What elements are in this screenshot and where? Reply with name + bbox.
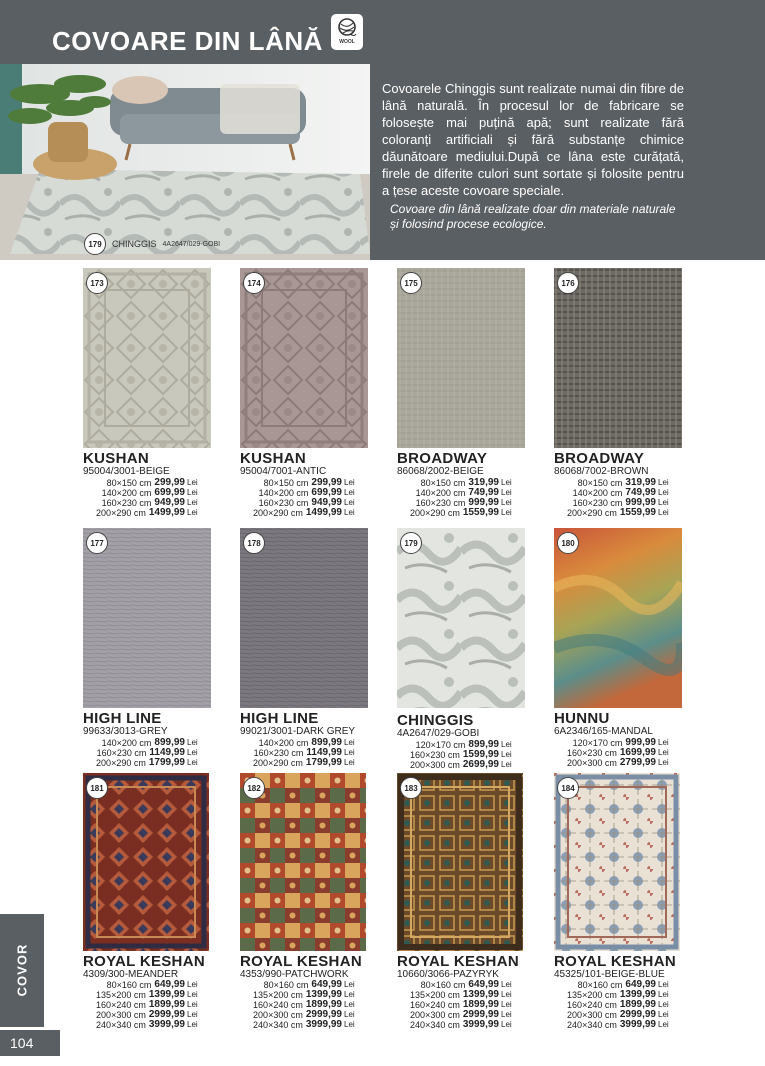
price-row: 160×230 cm 949,99 Lei	[258, 497, 355, 508]
price-row: 135×200 cm 1399,99 Lei	[410, 989, 512, 1000]
product-number-badge: 173	[86, 272, 108, 294]
product-code: 86068/2002-BEIGE	[397, 466, 484, 477]
price-row: 140×200 cm 749,99 Lei	[415, 487, 512, 498]
rug-image	[397, 528, 525, 708]
price-row: 80×160 cm 649,99 Lei	[263, 979, 355, 990]
section-side-tab	[0, 914, 44, 1027]
price-row: 160×230 cm 1149,99 Lei	[96, 747, 198, 758]
product-code: 6A2346/165-MANDAL	[554, 726, 653, 737]
page-number: 104	[0, 1030, 60, 1056]
product-number-badge: 176	[557, 272, 579, 294]
price-list	[240, 738, 358, 768]
product-code: 10660/3066-PAZYRYK	[397, 969, 499, 980]
wool-ball-icon	[336, 17, 358, 39]
price-row: 200×290 cm 1559,99 Lei	[567, 507, 669, 518]
product-number-badge: 178	[243, 532, 265, 554]
product-name: HIGH LINE	[83, 710, 162, 727]
product-code: 4309/300-MEANDER	[83, 969, 179, 980]
price-row: 135×200 cm 1399,99 Lei	[567, 989, 669, 1000]
price-row: 160×230 cm 1599,99 Lei	[410, 749, 512, 760]
product-name: BROADWAY	[397, 450, 488, 467]
product-number-badge: 183	[400, 777, 422, 799]
price-row: 240×340 cm 3999,99 Lei	[567, 1019, 669, 1030]
hero-room-photo	[0, 64, 370, 260]
rug-image	[397, 268, 525, 448]
price-row: 140×200 cm 699,99 Lei	[258, 487, 355, 498]
price-row: 80×160 cm 649,99 Lei	[577, 979, 669, 990]
rug-image	[554, 268, 682, 448]
price-row: 160×230 cm 1699,99 Lei	[567, 747, 669, 758]
product-name: HIGH LINE	[240, 710, 319, 727]
price-row: 200×290 cm 1499,99 Lei	[253, 507, 355, 518]
price-row: 200×290 cm 1499,99 Lei	[96, 507, 198, 518]
price-row: 200×290 cm 1799,99 Lei	[96, 757, 198, 768]
product-number-badge: 179	[400, 532, 422, 554]
rug-image	[83, 528, 211, 708]
product-name: ROYAL KESHAN	[554, 953, 676, 970]
price-row: 120×170 cm 999,99 Lei	[572, 737, 669, 748]
product-number-badge: 180	[557, 532, 579, 554]
product-code: 86068/7002-BROWN	[554, 466, 649, 477]
price-list	[240, 478, 358, 518]
price-list	[397, 980, 515, 1030]
product-code: 99021/3001-DARK GREY	[240, 726, 356, 737]
price-row: 240×340 cm 3999,99 Lei	[96, 1019, 198, 1030]
price-row: 160×240 cm 1899,99 Lei	[253, 999, 355, 1010]
rug-image	[240, 268, 368, 448]
product-name: HUNNU	[554, 710, 610, 727]
rug-image	[240, 773, 366, 951]
price-row: 135×200 cm 1399,99 Lei	[96, 989, 198, 1000]
hero-caption-name: CHINGGIS	[112, 239, 157, 249]
rug-image	[554, 528, 682, 708]
price-row: 200×300 cm 2799,99 Lei	[567, 757, 669, 768]
price-row: 80×160 cm 649,99 Lei	[420, 979, 512, 990]
product-code: 95004/7001-ANTIC	[240, 466, 327, 477]
section-side-tab-label: COVOR	[14, 943, 30, 997]
page-title: COVOARE DIN LÂNĂ	[52, 26, 323, 56]
hero-badge: 179	[84, 233, 106, 255]
price-row: 140×200 cm 699,99 Lei	[101, 487, 198, 498]
product-name: ROYAL KESHAN	[397, 953, 519, 970]
rug-image	[240, 528, 368, 708]
rug-image	[554, 773, 680, 951]
rug-image	[83, 773, 209, 951]
price-row: 140×200 cm 899,99 Lei	[258, 737, 355, 748]
price-row: 140×200 cm 899,99 Lei	[101, 737, 198, 748]
price-list	[83, 478, 201, 518]
product-name: KUSHAN	[240, 450, 306, 467]
product-number-badge: 177	[86, 532, 108, 554]
price-list	[240, 980, 358, 1030]
price-row: 200×290 cm 1799,99 Lei	[253, 757, 355, 768]
product-code: 4A2647/029-GOBI	[397, 728, 480, 739]
price-row: 200×300 cm 2999,99 Lei	[253, 1009, 355, 1020]
eco-note: Covoare din lână realizate doar din materiale naturale și folosind procese ecologice.	[390, 202, 676, 231]
price-list	[397, 740, 515, 770]
price-row: 240×340 cm 3999,99 Lei	[410, 1019, 512, 1030]
price-row: 80×150 cm 299,99 Lei	[263, 477, 355, 488]
price-row: 160×230 cm 949,99 Lei	[101, 497, 198, 508]
rug-image	[397, 773, 523, 951]
price-row: 160×240 cm 1899,99 Lei	[567, 999, 669, 1010]
product-name: BROADWAY	[554, 450, 645, 467]
price-row: 200×300 cm 2999,99 Lei	[567, 1009, 669, 1020]
price-list	[83, 738, 201, 768]
price-row: 160×230 cm 999,99 Lei	[415, 497, 512, 508]
price-list	[554, 980, 672, 1030]
product-number-badge: 175	[400, 272, 422, 294]
product-name: ROYAL KESHAN	[240, 953, 362, 970]
product-name: CHINGGIS	[397, 712, 474, 729]
price-row: 160×240 cm 1899,99 Lei	[96, 999, 198, 1010]
product-number-badge: 182	[243, 777, 265, 799]
price-list	[397, 478, 515, 518]
price-row: 135×200 cm 1399,99 Lei	[253, 989, 355, 1000]
product-name: KUSHAN	[83, 450, 149, 467]
product-code: 95004/3001-BEIGE	[83, 466, 170, 477]
price-list	[83, 980, 201, 1030]
price-row: 160×230 cm 999,99 Lei	[572, 497, 669, 508]
price-row: 160×230 cm 1149,99 Lei	[253, 747, 355, 758]
product-number-badge: 174	[243, 272, 265, 294]
price-row: 200×290 cm 1559,99 Lei	[410, 507, 512, 518]
rug-image	[83, 268, 211, 448]
price-row: 200×300 cm 2999,99 Lei	[410, 1009, 512, 1020]
product-code: 99633/3013-GREY	[83, 726, 168, 737]
price-row: 80×150 cm 319,99 Lei	[420, 477, 512, 488]
intro-text: Covoarele Chinggis sunt realizate numai din fibre de lână naturală. În procesul lor de fabricare se folosește mai puțină apă; sunt realizate fără coloranți artificiali și fără substanțe chimice dăunătoare mediului.După ce lâna este curățată, firele de diferite culori sunt sortate și folosite pentru a țese aceste covoare speciale.	[382, 81, 684, 198]
product-number-badge: 184	[557, 777, 579, 799]
price-row: 200×300 cm 2699,99 Lei	[410, 759, 512, 770]
hero-caption-code: 4A2647/029-GOBI	[162, 240, 221, 248]
hero-caption	[84, 233, 220, 255]
price-list	[554, 478, 672, 518]
price-row: 200×300 cm 2999,99 Lei	[96, 1009, 198, 1020]
price-row: 240×340 cm 3999,99 Lei	[253, 1019, 355, 1030]
price-row: 120×170 cm 899,99 Lei	[415, 739, 512, 750]
product-code: 45325/101-BEIGE-BLUE	[554, 969, 665, 980]
price-row: 80×150 cm 319,99 Lei	[577, 477, 669, 488]
price-list	[554, 738, 672, 768]
wool-badge	[331, 14, 363, 50]
product-name: ROYAL KESHAN	[83, 953, 205, 970]
price-row: 140×200 cm 749,99 Lei	[572, 487, 669, 498]
wool-badge-label: WOOL	[339, 39, 355, 45]
product-number-badge: 181	[86, 777, 108, 799]
price-row: 160×240 cm 1899,99 Lei	[410, 999, 512, 1010]
price-row: 80×160 cm 649,99 Lei	[106, 979, 198, 990]
product-code: 4353/990-PATCHWORK	[240, 969, 349, 980]
price-row: 80×150 cm 299,99 Lei	[106, 477, 198, 488]
